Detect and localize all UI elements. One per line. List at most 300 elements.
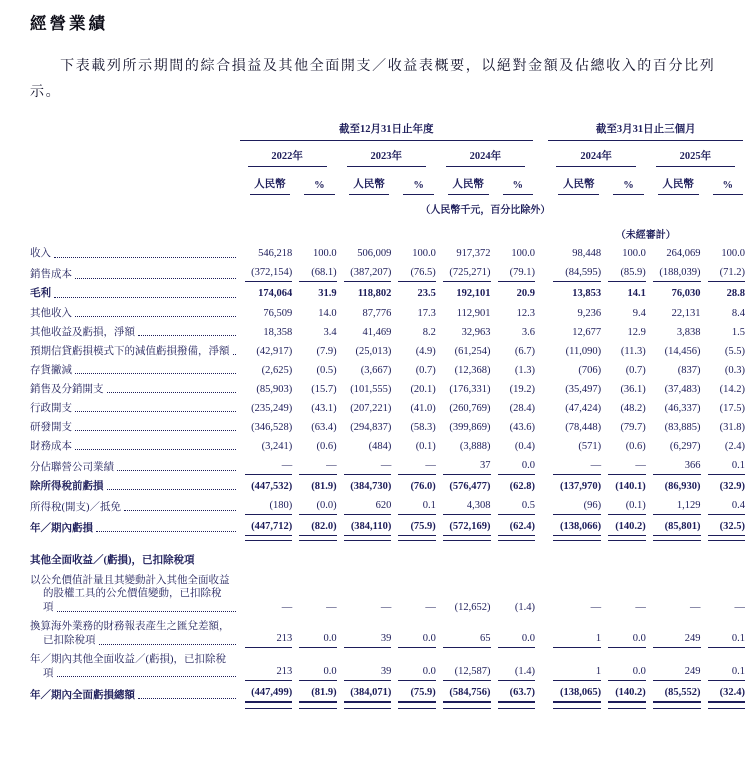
second-rule-line	[398, 708, 435, 709]
cell-value	[238, 517, 293, 538]
cell-value-text: —	[653, 601, 701, 615]
dot-leader	[75, 373, 236, 374]
group-spacer	[535, 706, 546, 709]
cell-value-text: (0.7)	[608, 364, 646, 378]
cell-value	[491, 323, 535, 342]
cell-value-text: (17.5)	[708, 402, 745, 416]
row-label-text: 分佔聯營公司業績	[30, 461, 114, 475]
cell-value-text: (14,456)	[653, 345, 701, 359]
cell-value	[701, 380, 745, 399]
cell-value	[546, 571, 601, 618]
cell-value	[646, 380, 701, 399]
cell-value	[391, 496, 435, 517]
cell-value	[646, 399, 701, 418]
cell-value-text: (3,241)	[245, 440, 293, 454]
cell-value-text: (7.9)	[299, 345, 336, 359]
table-row	[30, 541, 745, 570]
dot-leader	[75, 430, 236, 431]
table-row	[30, 380, 745, 399]
cell-value-text: 0.0	[608, 632, 646, 648]
row-label	[30, 618, 238, 651]
cell-value-text: (576,477)	[443, 480, 491, 494]
cell-value-text: (0.6)	[299, 440, 336, 454]
cell-value-text: 12.3	[498, 307, 535, 321]
cell-value-text: (82.0)	[299, 520, 336, 536]
row-label-text: 換算海外業務的財務報表產生之匯兌差額，	[30, 620, 230, 634]
cell-value	[337, 418, 392, 437]
cell-value	[601, 418, 646, 437]
rule-label-gap	[30, 706, 238, 709]
cell-value-text: (447,499)	[245, 686, 293, 703]
cell-value-text: (3,888)	[443, 440, 491, 454]
second-rule-line	[653, 708, 701, 709]
cell-value-text: (11.3)	[608, 345, 646, 359]
cell-value-text: 12.9	[608, 326, 646, 340]
row-label-text: 銷售成本	[30, 268, 72, 282]
cell-value-text: (725,271)	[443, 266, 491, 282]
cell-value-text: (48.2)	[608, 402, 646, 416]
cell-value	[546, 361, 601, 380]
cell-value	[546, 651, 601, 684]
cell-value	[646, 323, 701, 342]
row-label-text: 項	[43, 601, 54, 615]
cell-value	[701, 418, 745, 437]
cell-value-text: —	[553, 601, 601, 615]
cell-value-text: (0.1)	[398, 440, 435, 454]
cell-value-text: (101,555)	[344, 383, 392, 397]
dot-leader	[96, 531, 236, 532]
cell-value	[337, 361, 392, 380]
cell-value-text: (14.2)	[708, 383, 745, 397]
cell-value	[601, 651, 646, 684]
cell-value-text: (484)	[344, 440, 392, 454]
group-spacer	[535, 618, 546, 651]
cell-value-text: (85,552)	[653, 686, 701, 703]
row-label-text: 毛利	[30, 287, 51, 301]
cell-value-text: 264,069	[653, 247, 701, 261]
row-label-line	[30, 554, 238, 568]
row-label	[30, 418, 238, 437]
cell-value-text: (372,154)	[245, 266, 293, 282]
rule-row	[30, 706, 745, 709]
cell-value-text: 506,009	[344, 247, 392, 261]
cell-value-text: (0.4)	[498, 440, 535, 454]
cell-value-text: (71.2)	[708, 266, 745, 282]
group-spacer	[535, 571, 546, 618]
row-label-text: 收入	[30, 247, 51, 261]
cell-value	[491, 399, 535, 418]
cell-value	[337, 342, 392, 361]
cell-value-text: (1.4)	[498, 665, 535, 681]
cell-value	[601, 304, 646, 323]
row-label-line	[30, 601, 238, 615]
cell-value-text: (43.6)	[498, 421, 535, 435]
cell-value-text: 118,802	[344, 287, 392, 301]
cell-value-text: (138,066)	[553, 520, 601, 536]
row-label-text: 年／期內全面虧損總額	[30, 689, 135, 703]
cell-value	[337, 304, 392, 323]
cell-value	[292, 361, 336, 380]
dot-leader	[233, 354, 236, 355]
cell-value	[391, 380, 435, 399]
rule-cell	[646, 706, 701, 709]
cell-value-text: (1.4)	[498, 601, 535, 615]
cell-value	[337, 618, 392, 651]
row-label	[30, 264, 238, 285]
cell-value	[491, 651, 535, 684]
row-label	[30, 571, 238, 618]
cell-value-text: 0.0	[299, 632, 336, 648]
group-spacer	[535, 477, 546, 496]
row-label-line	[30, 461, 238, 475]
cell-value	[601, 477, 646, 496]
cell-value	[646, 245, 701, 264]
second-rule-line	[708, 708, 745, 709]
group-spacer	[535, 285, 546, 304]
cell-value-text: (706)	[553, 364, 601, 378]
dot-leader	[75, 316, 236, 317]
cell-value-text: (25,013)	[344, 345, 392, 359]
cell-value	[337, 651, 392, 684]
rule-cell	[337, 706, 392, 709]
row-label-line	[30, 383, 238, 397]
cell-value	[238, 285, 293, 304]
row-label	[30, 361, 238, 380]
cell-value	[238, 342, 293, 361]
cell-value-text: (384,110)	[344, 520, 392, 536]
cell-value	[337, 264, 392, 285]
cell-value	[436, 342, 491, 361]
row-label-line	[30, 667, 238, 681]
cell-value	[436, 517, 491, 538]
cell-value-text: 0.0	[398, 665, 435, 681]
row-label-line	[30, 307, 238, 321]
row-label-text: 其他收益及虧損，淨額	[30, 326, 135, 340]
cell-value	[436, 496, 491, 517]
row-label-text: 項	[43, 667, 54, 681]
cell-value-text: (12,368)	[443, 364, 491, 378]
col-header-pct: %	[713, 180, 743, 195]
row-label-line	[30, 587, 238, 601]
row-label	[30, 437, 238, 456]
col-header-pct: %	[613, 180, 644, 195]
cell-value	[292, 684, 336, 706]
cell-value-text: 0.4	[708, 499, 745, 515]
cell-value	[238, 264, 293, 285]
cell-value-text: 213	[245, 665, 293, 681]
year-header-2024: 2024年	[446, 148, 525, 167]
dot-leader	[124, 510, 236, 511]
cell-value-text: (0.1)	[608, 499, 646, 515]
cell-value	[491, 496, 535, 517]
row-label-line	[30, 440, 238, 454]
cell-value	[546, 245, 601, 264]
row-label	[30, 399, 238, 418]
cell-value-text: —	[344, 459, 392, 475]
second-rule-line	[299, 708, 336, 709]
dot-leader	[107, 489, 236, 490]
cell-value-text: 917,372	[443, 247, 491, 261]
cell-value	[238, 496, 293, 517]
cell-value-text: (0.3)	[708, 364, 745, 378]
row-label-text: 行政開支	[30, 402, 72, 416]
row-label-text: 年／期內其他全面收益／(虧損)，已扣除稅	[30, 653, 226, 667]
dot-leader	[138, 335, 236, 336]
table-row	[30, 323, 745, 342]
year-header-q2025: 2025年	[656, 148, 735, 167]
year-header-q2024: 2024年	[556, 148, 635, 167]
cell-value	[646, 342, 701, 361]
cell-value	[491, 361, 535, 380]
cell-value	[491, 264, 535, 285]
cell-value	[701, 571, 745, 618]
table-row	[30, 285, 745, 304]
cell-value-text: 100.0	[608, 247, 646, 261]
table-row	[30, 684, 745, 706]
col-header-rmb: 人民幣	[349, 176, 390, 195]
cell-value	[391, 304, 435, 323]
row-label-line	[30, 634, 238, 648]
cell-value	[701, 651, 745, 684]
cell-value	[601, 245, 646, 264]
cell-value-text: (207,221)	[344, 402, 392, 416]
cell-value	[436, 285, 491, 304]
unit-note: （人民幣千元，百分比除外）	[408, 201, 563, 216]
cell-value	[701, 264, 745, 285]
cell-value-text: 1.5	[708, 326, 745, 340]
cell-value	[337, 456, 392, 477]
col-header-pct: %	[503, 180, 533, 195]
cell-value	[391, 571, 435, 618]
cell-value-text: 17.3	[398, 307, 435, 321]
cell-value-text: (346,528)	[245, 421, 293, 435]
cell-value-text: 192,101	[443, 287, 491, 301]
cell-value	[646, 456, 701, 477]
cell-value	[646, 418, 701, 437]
cell-value	[337, 571, 392, 618]
cell-value	[491, 304, 535, 323]
unaudited-note-row	[30, 216, 745, 245]
cell-value	[238, 651, 293, 684]
cell-value	[238, 245, 293, 264]
cell-value	[491, 285, 535, 304]
cell-value	[238, 437, 293, 456]
cell-value	[701, 285, 745, 304]
cell-value-text: (35,497)	[553, 383, 601, 397]
cell-value-text: (36.1)	[608, 383, 646, 397]
cell-value	[546, 304, 601, 323]
table-row	[30, 477, 745, 496]
cell-value	[292, 437, 336, 456]
cell-value	[601, 618, 646, 651]
row-label-line	[30, 620, 238, 634]
row-label	[30, 496, 238, 517]
second-rule-line	[344, 708, 392, 709]
cell-value-text: (85,801)	[653, 520, 701, 536]
cell-value	[601, 380, 646, 399]
group-quarterly-label: 截至3月31日止三個月	[548, 121, 743, 141]
cell-value-text: (1.3)	[498, 364, 535, 378]
cell-value-text: (4.9)	[398, 345, 435, 359]
cell-value	[646, 264, 701, 285]
cell-value	[546, 418, 601, 437]
cell-value	[491, 517, 535, 538]
cell-value-text: (43.1)	[299, 402, 336, 416]
cell-value	[391, 517, 435, 538]
cell-value	[292, 245, 336, 264]
unaudited-note: （未經審計）	[546, 226, 745, 241]
cell-value	[238, 399, 293, 418]
cell-value-text: —	[344, 601, 392, 615]
cell-value	[646, 571, 701, 618]
cell-value-text: (140.2)	[608, 520, 646, 536]
table-row	[30, 304, 745, 323]
cell-value	[391, 399, 435, 418]
cell-value-text: (62.4)	[498, 520, 535, 536]
cell-value-text: 13,853	[553, 287, 601, 301]
cell-value-text: 100.0	[498, 247, 535, 261]
page-title: 經營業績	[30, 10, 745, 34]
cell-value-text: (20.1)	[398, 383, 435, 397]
dot-leader	[107, 392, 236, 393]
cell-value	[701, 342, 745, 361]
cell-value-text: (140.2)	[608, 686, 646, 703]
cell-value	[546, 342, 601, 361]
cell-value-text: 112,901	[443, 307, 491, 321]
cell-value-text: (28.4)	[498, 402, 535, 416]
cell-value-text: 0.1	[708, 665, 745, 681]
cell-value-text: (79.7)	[608, 421, 646, 435]
cell-value	[238, 684, 293, 706]
row-label	[30, 477, 238, 496]
group-spacer	[535, 517, 546, 538]
group-spacer	[535, 304, 546, 323]
row-label	[30, 380, 238, 399]
cell-value	[292, 418, 336, 437]
cell-value-text: 3.4	[299, 326, 336, 340]
cell-value-text: 366	[653, 459, 701, 475]
cell-value-text: (75.9)	[398, 686, 435, 703]
row-label-text: 年／期內虧損	[30, 522, 93, 536]
second-rule-line	[608, 708, 646, 709]
cell-value	[601, 571, 646, 618]
rule-cell	[601, 706, 646, 709]
cell-value-text: —	[608, 601, 646, 615]
cell-value-text: (235,249)	[245, 402, 293, 416]
cell-value-text: (81.9)	[299, 480, 336, 494]
cell-value	[337, 245, 392, 264]
cell-value-text: 0.1	[708, 459, 745, 475]
cell-value-text: 0.1	[398, 499, 435, 515]
cell-value	[292, 285, 336, 304]
row-label	[30, 323, 238, 342]
cell-value-text: (75.9)	[398, 520, 435, 536]
table-row	[30, 456, 745, 477]
year-header-row	[30, 141, 745, 167]
cell-value-text: 546,218	[245, 247, 293, 261]
cell-value	[238, 323, 293, 342]
cell-value	[337, 477, 392, 496]
dot-leader	[57, 611, 236, 612]
cell-value	[436, 361, 491, 380]
cell-value	[546, 285, 601, 304]
cell-value-text: 14.0	[299, 307, 336, 321]
cell-value	[601, 437, 646, 456]
dot-leader	[54, 297, 236, 298]
row-label-text: 預期信貸虧損模式下的減值虧損撥備，淨額	[30, 345, 230, 359]
cell-value	[391, 684, 435, 706]
cell-value	[701, 496, 745, 517]
row-label-text: 除所得稅前虧損	[30, 480, 104, 494]
cell-value	[646, 496, 701, 517]
cell-value-text: (6.7)	[498, 345, 535, 359]
cell-value-text: (137,970)	[553, 480, 601, 494]
row-label-text: 其他收入	[30, 307, 72, 321]
cell-value-text: —	[245, 459, 293, 475]
cell-value	[337, 437, 392, 456]
cell-value-text: (11,090)	[553, 345, 601, 359]
dot-leader	[75, 449, 236, 450]
cell-value-text: (584,756)	[443, 686, 491, 703]
cell-value-text: (47,424)	[553, 402, 601, 416]
cell-value-text: 1	[553, 632, 601, 648]
cell-value-text: 87,776	[344, 307, 392, 321]
cell-value-text: (46,337)	[653, 402, 701, 416]
cell-value	[546, 380, 601, 399]
group-spacer	[535, 399, 546, 418]
cell-value-text: (5.5)	[708, 345, 745, 359]
cell-value	[601, 399, 646, 418]
rule-cell	[238, 706, 293, 709]
dot-leader	[57, 676, 236, 677]
cell-value-text: 65	[443, 632, 491, 648]
cell-value	[391, 323, 435, 342]
cell-value	[546, 618, 601, 651]
second-rule-line	[498, 708, 535, 709]
cell-value	[391, 456, 435, 477]
row-label-text: 財務成本	[30, 440, 72, 454]
cell-value	[701, 684, 745, 706]
row-label-text: 存貨撇減	[30, 364, 72, 378]
cell-value-text: 0.1	[708, 632, 745, 648]
cell-value-text: (12,652)	[443, 601, 491, 615]
subcolumn-header-row	[30, 167, 745, 195]
cell-value-text: (3,667)	[344, 364, 392, 378]
cell-value	[646, 285, 701, 304]
cell-value	[491, 437, 535, 456]
cell-value	[391, 285, 435, 304]
cell-value-text: 9,236	[553, 307, 601, 321]
cell-value	[701, 517, 745, 538]
intro-paragraph: 下表載列所示期間的綜合損益及其他全面開支／收益表概要，以絕對金額及佔總收入的百分比列示。	[30, 54, 719, 106]
table-row	[30, 342, 745, 361]
group-spacer	[535, 496, 546, 517]
cell-value-text: (571)	[553, 440, 601, 454]
row-label	[30, 651, 238, 684]
cell-value	[238, 304, 293, 323]
cell-value-text: 22,131	[653, 307, 701, 321]
cell-value	[601, 684, 646, 706]
cell-value	[646, 304, 701, 323]
dot-leader	[117, 470, 236, 471]
cell-value-text: (180)	[245, 499, 293, 515]
second-rule-line	[553, 708, 601, 709]
cell-value-text: (572,169)	[443, 520, 491, 536]
cell-value	[601, 496, 646, 517]
cell-value	[701, 437, 745, 456]
cell-value	[337, 399, 392, 418]
cell-value	[391, 418, 435, 437]
